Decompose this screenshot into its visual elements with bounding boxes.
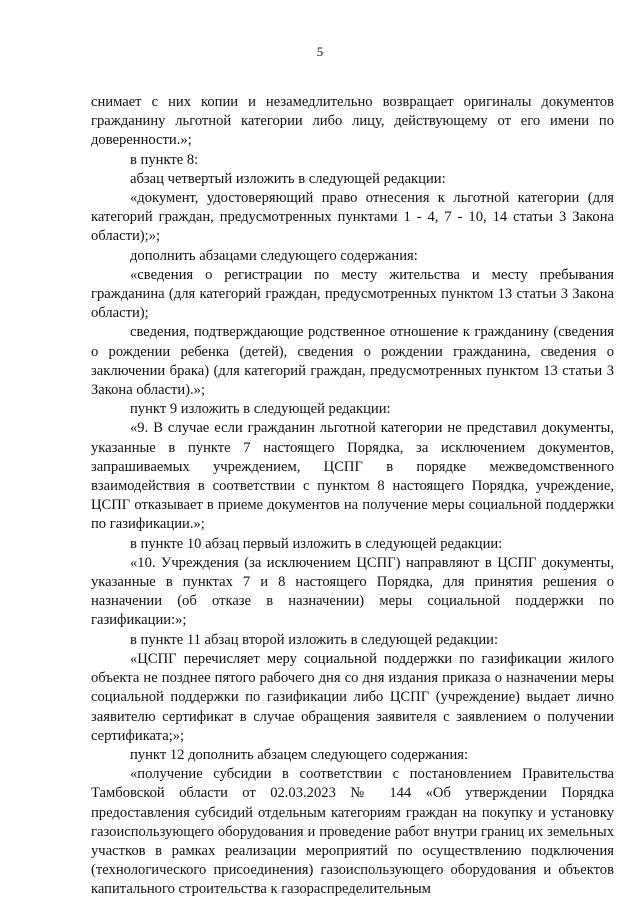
- paragraph: в пункте 10 абзац первый изложить в следующей редакции:: [130, 535, 503, 552]
- paragraph: дополнить абзацами следующего содержания:: [130, 247, 418, 264]
- document-body: [91, 93, 614, 900]
- paragraph: пункт 12 дополнить абзацем следующего содержания:: [130, 746, 469, 763]
- paragraph: в пункте 11 абзац второй изложить в следующей редакции:: [130, 631, 499, 648]
- paragraph: «ЦСПГ перечисляет меру социальной поддержки по газификации жилого объекта не позднее пятого рабочего дня со дня издания приказа о назначении меры социальной поддержки по газификации либо ЦСПГ (учреждение) выдает лично заявителю сертификат в случае обращения заявителя с заявлением о получении сертификата;»;: [91, 650, 614, 744]
- paragraph: «9. В случае если гражданин льготной категории не представил документы, указанные в пункте 7 настоящего Порядка, за исключением документов, запрашиваемых учреждением, ЦСПГ в порядке межведомственного взаимодействия в соответствии с пунктом 8 настоящего Порядка, учреждение, ЦСПГ отказывает в приеме документов на получение меры социальной поддержки по газификации.»;: [91, 420, 614, 533]
- paragraph: снимает с них копии и незамедлительно возвращает оригиналы документов гражданину льготной категории либо лицу, действующему от его имени по доверенности.»;: [91, 94, 614, 149]
- paragraph: «10. Учреждения (за исключением ЦСПГ) направляют в ЦСПГ документы, указанные в пунктах 7 и 8 настоящего Порядка, для принятия решения о назначении (об отказе в назначении) меры социальной поддержки по газификации:»;: [91, 554, 614, 629]
- paragraph: абзац четвертый изложить в следующей редакции:: [130, 170, 446, 187]
- paragraph: «сведения о регистрации по месту жительства и месту пребывания гражданина (для категорий граждан, предусмотренных пунктом 13 статьи 3 Закона области);: [91, 266, 614, 322]
- paragraph: сведения, подтверждающие родственное отношение к гражданину (сведения о рождении ребенка (детей), сведения о рождении гражданина, сведения о заключении брака) (для категорий граждан, предусмотренных пунктом 13 статьи 3 Закона области).»;: [91, 324, 614, 399]
- paragraph: «получение субсидии в соответствии с постановлением Правительства Тамбовской области от 02.03.2023 № 144 «Об утверждении Порядка предоставления субсидий отдельным категориям граждан на покупку и установку газоиспользующего оборудования и проведение работ внутри границ их земельных участков в рамках реализации мероприятий по осуществлению подключения (технологического присоединения) газоиспользующего оборудования и объектов капитального строительства к газораспределительным: [91, 766, 614, 898]
- paragraph: «документ, удостоверяющий право отнесения к льготной категории (для категорий граждан, предусмотренных пунктами 1 - 4, 7 - 10, 14 статьи 3 Закона области);»;: [91, 190, 614, 245]
- paragraph: пункт 9 изложить в следующей редакции:: [130, 401, 391, 418]
- paragraph: в пункте 8:: [130, 151, 199, 168]
- page-number: 5: [316, 44, 324, 59]
